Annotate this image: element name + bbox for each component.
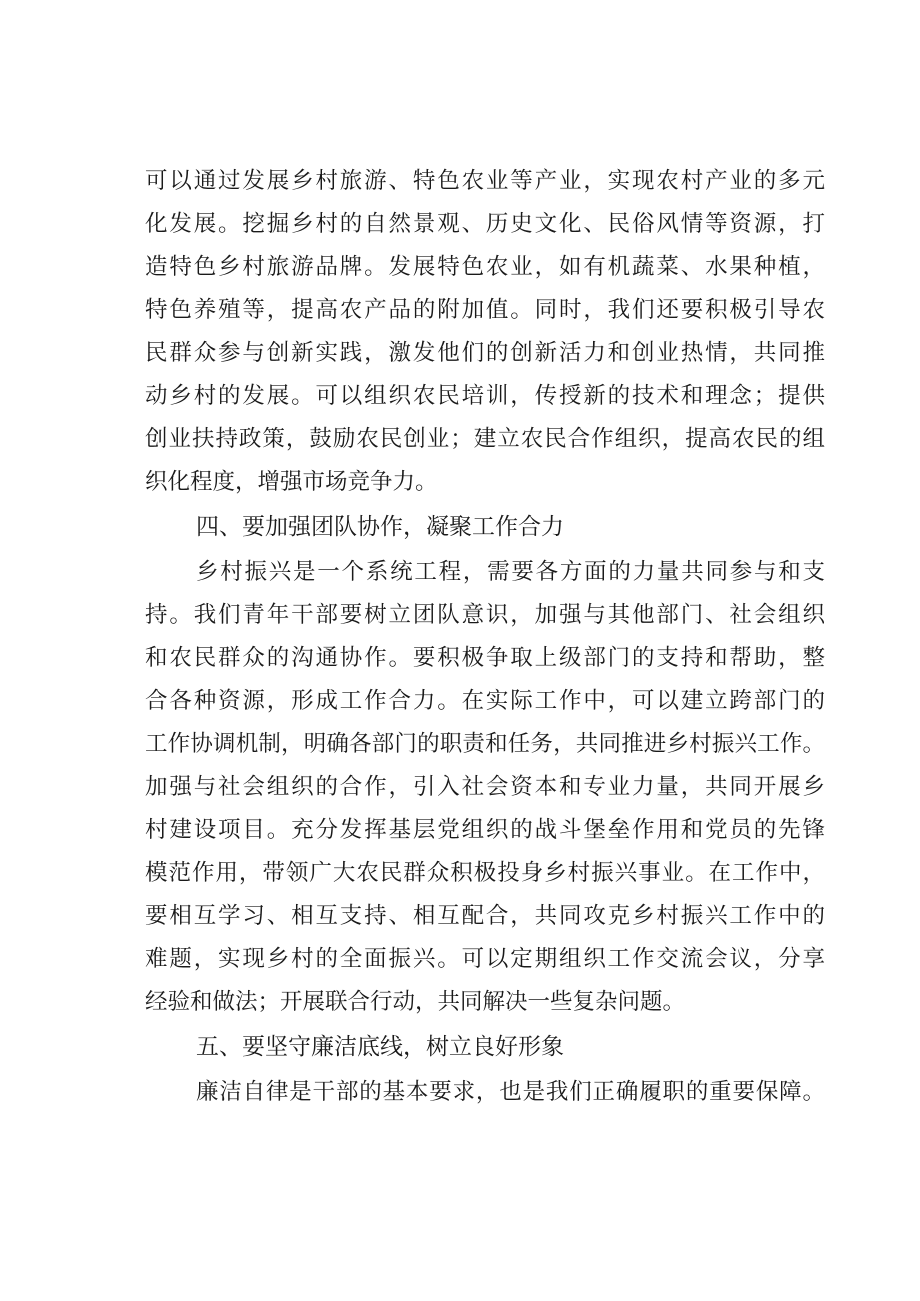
section-4-line: 乡村振兴是一个系统工程，需要各方面的力量共同参与和支 <box>196 559 825 585</box>
paragraph-line: 织化程度，增强市场竞争力。 <box>145 469 438 495</box>
paragraph-line: 可以通过发展乡村旅游、特色农业等产业，实现农村产业的多元 <box>145 168 825 194</box>
section-4-line: 工作协调机制，明确各部门的职责和任务，共同推进乡村振兴工作。 <box>145 731 825 757</box>
paragraph-line: 特色养殖等，提高农产品的附加值。同时，我们还要积极引导农 <box>145 297 825 323</box>
section-4-line: 难题，实现乡村的全面振兴。可以定期组织工作交流会议，分享 <box>145 946 825 972</box>
section-4-line: 持。我们青年干部要树立团队意识，加强与其他部门、社会组织 <box>145 602 825 628</box>
section-4-line: 村建设项目。充分发挥基层党组织的战斗堡垒作用和党员的先锋 <box>145 817 825 843</box>
section-5-line: 廉洁自律是干部的基本要求，也是我们正确履职的重要保障。 <box>196 1079 825 1105</box>
paragraph-line: 造特色乡村旅游品牌。发展特色农业，如有机蔬菜、水果种植， <box>145 254 825 280</box>
section-5-heading: 五、要坚守廉洁底线，树立良好形象 <box>196 1034 564 1060</box>
section-4-line: 合各种资源，形成工作合力。在实际工作中，可以建立跨部门的 <box>145 688 825 714</box>
paragraph-line: 动乡村的发展。可以组织农民培训，传授新的技术和理念；提供 <box>145 383 825 409</box>
section-4-line: 模范作用，带领广大农民群众积极投身乡村振兴事业。在工作中， <box>145 860 825 886</box>
section-4-line: 和农民群众的沟通协作。要积极争取上级部门的支持和帮助，整 <box>145 645 825 671</box>
section-4-line: 要相互学习、相互支持、相互配合，共同攻克乡村振兴工作中的 <box>145 903 825 929</box>
section-4-heading: 四、要加强团队协作，凝聚工作合力 <box>196 514 564 540</box>
paragraph-line: 创业扶持政策，鼓励农民创业；建立农民合作组织，提高农民的组 <box>145 426 825 452</box>
section-4-line: 经验和做法；开展联合行动，共同解决一些复杂问题。 <box>145 989 686 1015</box>
paragraph-line: 民群众参与创新实践，激发他们的创新活力和创业热情，共同推 <box>145 340 825 366</box>
section-4-line: 加强与社会组织的合作，引入社会资本和专业力量，共同开展乡 <box>145 774 825 800</box>
paragraph-line: 化发展。挖掘乡村的自然景观、历史文化、民俗风情等资源，打 <box>145 211 825 237</box>
